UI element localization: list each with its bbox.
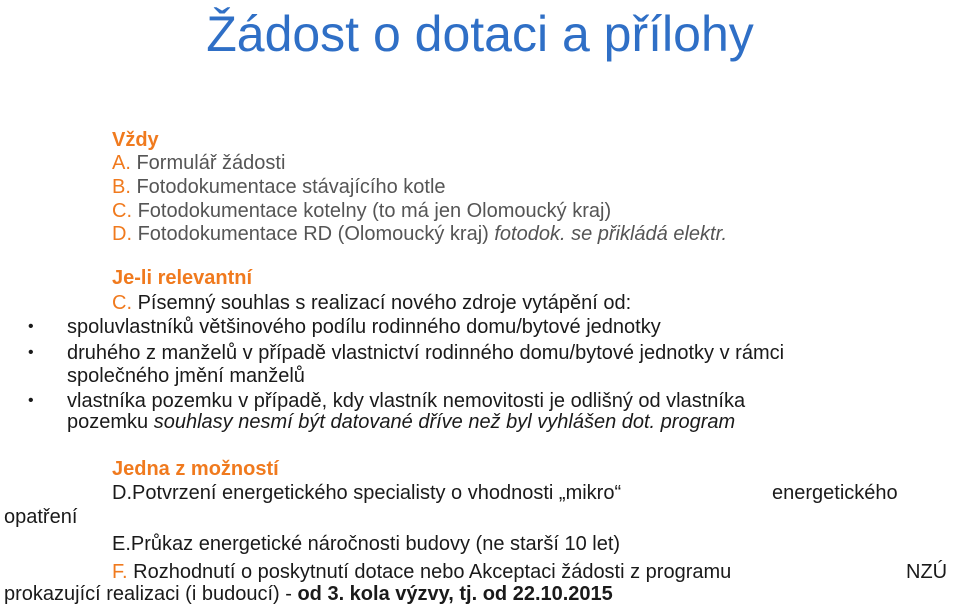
option-item-e: E.Průkaz energetické náročnosti budovy (ne starší 10 let): [112, 533, 621, 555]
list-item-d: [112, 222, 727, 246]
item-italic-note: souhlasy nesmí být datované dříve než byl vyhlášen dot. program: [153, 411, 736, 433]
item-prefix: D.: [112, 223, 132, 245]
item-prefix: B.: [112, 176, 131, 198]
bullet-item-2-cont: společného jmění manželů: [67, 365, 305, 387]
bullet-item-3: vlastníka pozemku v případě, kdy vlastník nemovitosti je odlišný od vlastníka: [67, 390, 746, 412]
option-item-f-right: NZÚ: [906, 561, 948, 583]
item-prefix: C.: [112, 200, 132, 222]
list-item-c: [112, 199, 611, 223]
item-prefix: A.: [112, 152, 131, 174]
bullet-item-3-cont: [67, 410, 735, 434]
item-text: Rozhodnutí o poskytnutí dotace nebo Akceptaci žádosti z programu: [133, 561, 732, 583]
item-italic-note: fotodok. se přikládá elektr.: [494, 223, 728, 245]
item-text: Formulář žádosti: [136, 152, 286, 174]
option-item-d: D.Potvrzení energetického specialisty o vhodnosti „mikro“: [112, 482, 622, 504]
item-prefix: F.: [112, 561, 128, 583]
item-text: Fotodokumentace kotelny (to má jen Olomoucký kraj): [137, 200, 612, 222]
section-heading-relevant: Je-li relevantní: [112, 267, 253, 289]
list-item-a: [112, 151, 285, 175]
page-title: Žádost o dotaci a přílohy: [206, 6, 754, 62]
section-heading-jedna: Jedna z možností: [112, 458, 279, 480]
option-item-d-cont: opatření: [4, 506, 78, 528]
item-text: prokazující realizaci (i budoucí) -: [4, 583, 292, 605]
option-item-f-cont: [4, 582, 613, 606]
item-text: Fotodokumentace RD (Olomoucký kraj): [137, 223, 489, 245]
bullet-item-2: druhého z manželů v případě vlastnictví rodinného domu/bytové jednotky v rámci: [67, 342, 785, 364]
item-prefix: C.: [112, 292, 132, 314]
item-text: Písemný souhlas s realizací nového zdroje vytápění od:: [137, 292, 632, 314]
option-item-f: [112, 560, 731, 584]
bullet-icon: •: [28, 392, 34, 409]
list-item-b: [112, 175, 446, 199]
option-item-d-right: energetického: [772, 482, 898, 504]
relevant-item-c: [112, 291, 631, 315]
bullet-icon: •: [28, 318, 34, 335]
item-bold-note: od 3. kola výzvy, tj. od 22.10.2015: [297, 583, 613, 605]
item-text: pozemku: [67, 411, 149, 433]
section-heading-vzdy: Vždy: [112, 129, 159, 151]
item-text: Fotodokumentace stávajícího kotle: [136, 176, 446, 198]
bullet-icon: •: [28, 344, 34, 361]
bullet-item-1: spoluvlastníků většinového podílu rodinného domu/bytové jednotky: [67, 316, 661, 338]
